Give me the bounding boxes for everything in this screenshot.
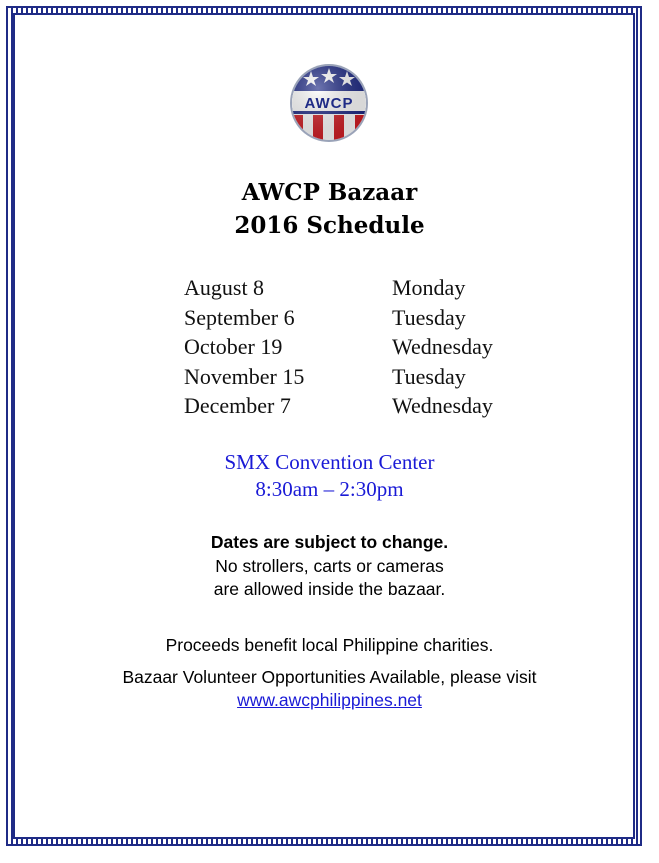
venue-hours: 8:30am – 2:30pm (255, 477, 404, 501)
schedule-date: September 6 (184, 304, 295, 330)
schedule-date: October 19 (184, 334, 283, 360)
notice-heading: Dates are subject to change. (210, 532, 449, 552)
proceeds-text: Proceeds benefit local Philippine charities. (165, 635, 494, 655)
schedule-row (184, 391, 564, 421)
page-title-line1: AWCP Bazaar (241, 179, 418, 206)
schedule-day: Wednesday (392, 393, 493, 419)
website-link[interactable]: www.awcphilippines.net (237, 690, 422, 710)
venue-name: SMX Convention Center (224, 450, 435, 474)
logo-text: AWCP (304, 95, 354, 112)
notice-line2: are allowed inside the bazaar. (213, 579, 446, 599)
schedule-row (184, 273, 564, 303)
schedule-row (184, 303, 564, 333)
schedule-day: Tuesday (392, 304, 466, 330)
schedule-day: Monday (392, 275, 466, 300)
notice-line1: No strollers, carts or cameras (215, 556, 444, 576)
awcp-logo (289, 63, 369, 143)
schedule-day: Tuesday (392, 363, 466, 389)
schedule-date: November 15 (184, 363, 305, 389)
page-title-line2: 2016 Schedule (234, 212, 425, 239)
schedule-row (184, 362, 564, 392)
schedule-date: December 7 (184, 393, 291, 419)
volunteer-text: Bazaar Volunteer Opportunities Available, please visit (122, 667, 537, 687)
schedule-list (184, 273, 564, 421)
schedule-row (184, 332, 564, 362)
schedule-date: August 8 (184, 275, 265, 300)
schedule-day: Wednesday (392, 334, 493, 360)
